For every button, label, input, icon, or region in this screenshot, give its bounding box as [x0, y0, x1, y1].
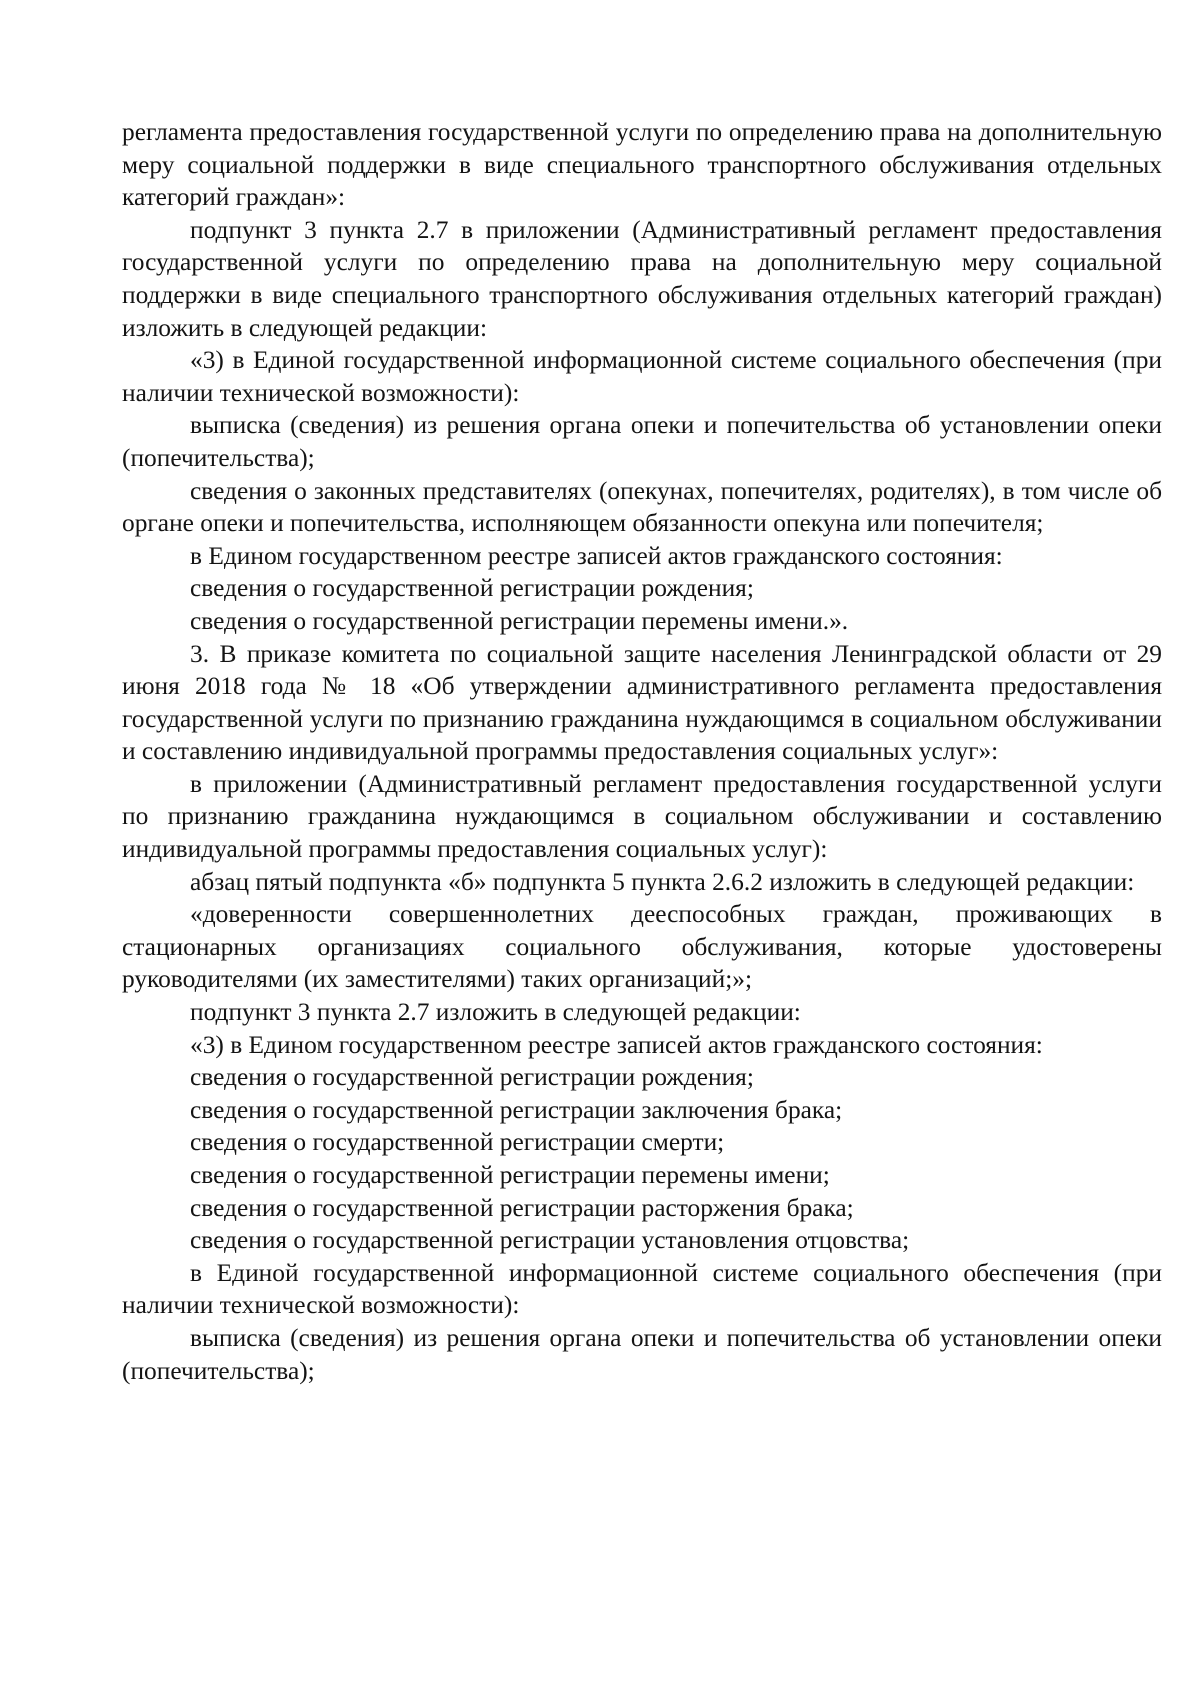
paragraph-14: «3) в Едином государственном реестре записей актов гражданского состояния: [190, 1030, 1043, 1059]
paragraph-12: «доверенности совершеннолетних дееспособных граждан, проживающих в стационарных организациях социального обслуживания, которые удостоверены руководителями (их заместителями) таких организаций;»; [122, 900, 1162, 994]
paragraph-19: сведения о государственной регистрации расторжения брака; [190, 1193, 854, 1222]
paragraph-16: сведения о государственной регистрации заключения брака; [190, 1095, 843, 1124]
paragraph-1: регламента предоставления государственной услуги по определению права на дополнительную меру социальной поддержки в виде специального транспортного обслуживания отдельных категорий граждан»: [122, 118, 1162, 212]
paragraph-11: абзац пятый подпункта «б» подпункта 5 пункта 2.6.2 изложить в следующей редакции: [190, 867, 1135, 896]
document-body [122, 116, 1162, 1387]
paragraph-8: сведения о государственной регистрации перемены имени.». [190, 606, 849, 635]
paragraph-20: сведения о государственной регистрации установления отцовства; [190, 1226, 910, 1255]
paragraph-6: в Едином государственном реестре записей актов гражданского состояния: [190, 541, 1003, 570]
paragraph-2: подпункт 3 пункта 2.7 в приложении (Административный регламент предоставления государственной услуги по определению права на дополнительную меру социальной поддержки в виде специального транспортного обслуживания отдельных категорий граждан) изложить в следующей редакции: [122, 215, 1162, 342]
paragraph-15: сведения о государственной регистрации рождения; [190, 1063, 754, 1092]
paragraph-21: в Единой государственной информационной системе социального обеспечения (при наличии технической возможности): [122, 1258, 1162, 1320]
paragraph-10: в приложении (Административный регламент предоставления государственной услуги по признанию гражданина нуждающимся в социальном обслуживании и составлению индивидуальной программы предоставления социальных услуг): [122, 769, 1162, 864]
paragraph-9: 3. В приказе комитета по социальной защите населения Ленинградской области от 29 июня 2018 года № 18 «Об утверждении административного регламента предоставления государственной услуги по признанию гражданина нуждающимся в социальном обслуживании и составлению индивидуальной программы предоставления социальных услуг»: [122, 639, 1162, 766]
paragraph-22: выписка (сведения) из решения органа опеки и попечительства об установлении опеки (попечительства); [122, 1323, 1162, 1385]
paragraph-3: «3) в Единой государственной информационной системе социального обеспечения (при наличии технической возможности): [122, 346, 1162, 407]
paragraph-18: сведения о государственной регистрации перемены имени; [190, 1161, 830, 1189]
paragraph-4: выписка (сведения) из решения органа опеки и попечительства об установлении опеки (попечительства); [122, 411, 1162, 472]
paragraph-17: сведения о государственной регистрации смерти; [190, 1128, 725, 1157]
paragraph-5: сведения о законных представителях (опекунах, попечителях, родителях), в том числе об органе опеки и попечительства, исполняющем обязанности опекуна или попечителя; [122, 476, 1162, 538]
paragraph-13: подпункт 3 пункта 2.7 изложить в следующей редакции: [190, 998, 801, 1027]
paragraph-7: сведения о государственной регистрации рождения; [190, 574, 754, 603]
